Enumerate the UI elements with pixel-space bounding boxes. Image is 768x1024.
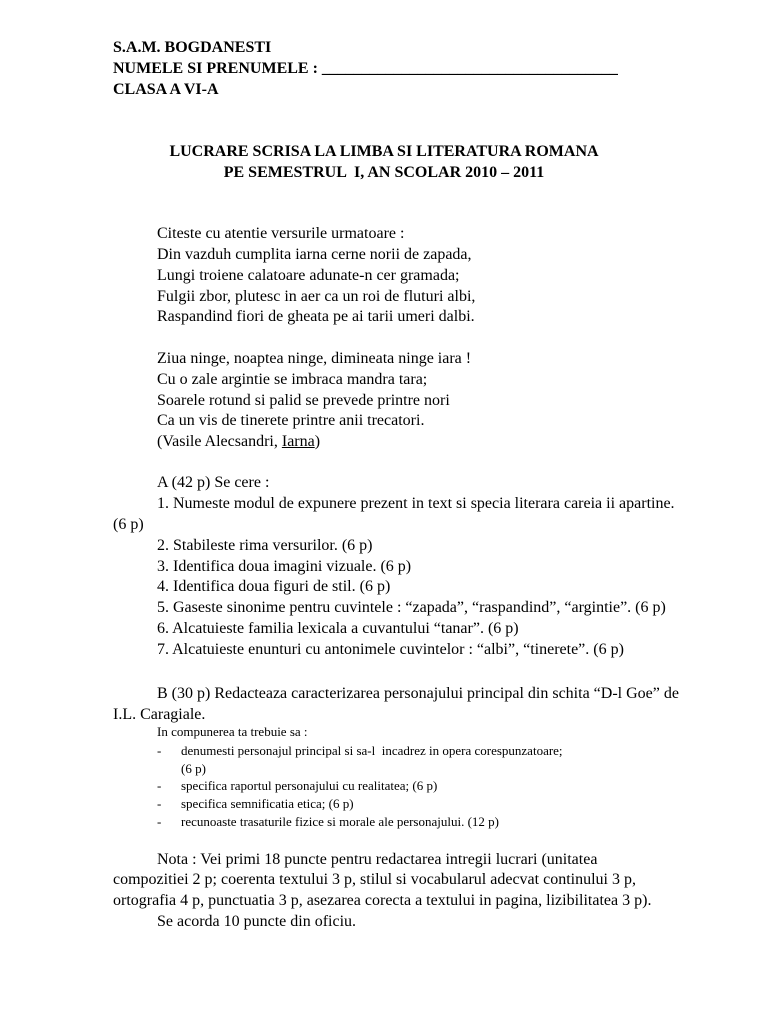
poem-verse: Cu o zale argintie se imbraca mandra tara; <box>157 371 428 388</box>
bullet-dash: - <box>157 778 162 793</box>
bullet-dash: - <box>157 814 162 829</box>
poem-source-title: Iarna <box>281 433 315 450</box>
poem-verse: Din vazduh cumplita iarna cerne norii de zapada, <box>157 246 472 263</box>
document-title-line1: LUCRARE SCRISA LA LIMBA SI LITERATURA ROMANA <box>169 143 599 160</box>
part-a-heading: A (42 p) Se cere : <box>157 474 270 491</box>
class-label: CLASA A VI-A <box>113 81 219 98</box>
part-a-item: 6. Alcatuieste familia lexicala a cuvantului “tanar”. (6 p) <box>157 620 519 637</box>
part-a-item: 3. Identifica doua imagini vizuale. (6 p) <box>157 558 412 575</box>
note-line: compozitiei 2 p; coerenta textului 3 p, stilul si vocabularul adecvat continului 3 p, <box>113 871 636 888</box>
part-a-item: 5. Gaseste sinonime pentru cuvintele : “zapada”, “raspandind”, “argintie”. (6 p) <box>157 599 666 616</box>
poem-verse: Ziua ninge, noaptea ninge, dimineata ninge iara ! <box>157 350 472 367</box>
bullet-dash: - <box>157 743 162 758</box>
part-b-heading: B (30 p) Redacteaza caracterizarea personajului principal din schita “D-l Goe” de <box>157 685 679 702</box>
poem-source-author: (Vasile Alecsandri, <box>157 433 282 450</box>
poem-verse: Fulgii zbor, plutesc in aer ca un roi de fluturi albi, <box>157 288 476 305</box>
note-line: ortografia 4 p, punctuatia 3 p, asezarea corecta a textului in pagina, lizibilitatea 3 p). <box>113 892 652 909</box>
part-b-heading-cont: I.L. Caragiale. <box>113 706 206 723</box>
poem-verse: Raspandind fiori de gheata pe ai tarii umeri dalbi. <box>157 308 475 325</box>
part-a-item: 2. Stabileste rima versurilor. (6 p) <box>157 537 373 554</box>
document-title-line2: PE SEMESTRUL I, AN SCOLAR 2010 – 2011 <box>223 164 545 181</box>
school-name: S.A.M. BOGDANESTI <box>113 39 272 56</box>
poem-source <box>157 432 320 452</box>
part-a-item: 7. Alcatuieste enunturi cu antonimele cuvintelor : “albi”, “tinerete”. (6 p) <box>157 641 624 658</box>
part-b-item: specifica semnificatia etica; (6 p) <box>181 796 354 811</box>
part-b-item: recunoaste trasaturile fizice si morale ale personajului. (12 p) <box>181 814 500 829</box>
poem-intro: Citeste cu atentie versurile urmatoare : <box>157 225 405 242</box>
part-a-item: 1. Numeste modul de expunere prezent in text si specia literara careia ii apartine. <box>157 495 675 512</box>
part-b-item-points: (6 p) <box>181 761 206 776</box>
bullet-dash: - <box>157 796 162 811</box>
part-a-item: 4. Identifica doua figuri de stil. (6 p) <box>157 578 391 595</box>
part-b-item: denumesti personajul principal si sa-l incadrez in opera corespunzatoare; <box>181 743 563 758</box>
poem-source-close: ) <box>314 433 321 450</box>
student-name-label: NUMELE SI PRENUMELE : _____________________________________ <box>113 60 618 77</box>
note-line: Nota : Vei primi 18 puncte pentru redactarea intregii lucrari (unitatea <box>157 851 598 868</box>
note-line: Se acorda 10 puncte din oficiu. <box>157 913 357 930</box>
part-b-item: specifica raportul personajului cu realitatea; (6 p) <box>181 778 438 793</box>
part-b-subheading: In compunerea ta trebuie sa : <box>157 724 308 739</box>
poem-verse: Ca un vis de tinerete printre anii trecatori. <box>157 412 425 429</box>
poem-verse: Soarele rotund si palid se prevede printre nori <box>157 392 450 409</box>
part-a-item-points: (6 p) <box>113 516 144 533</box>
poem-verse: Lungi troiene calatoare adunate-n cer gramada; <box>157 267 460 284</box>
